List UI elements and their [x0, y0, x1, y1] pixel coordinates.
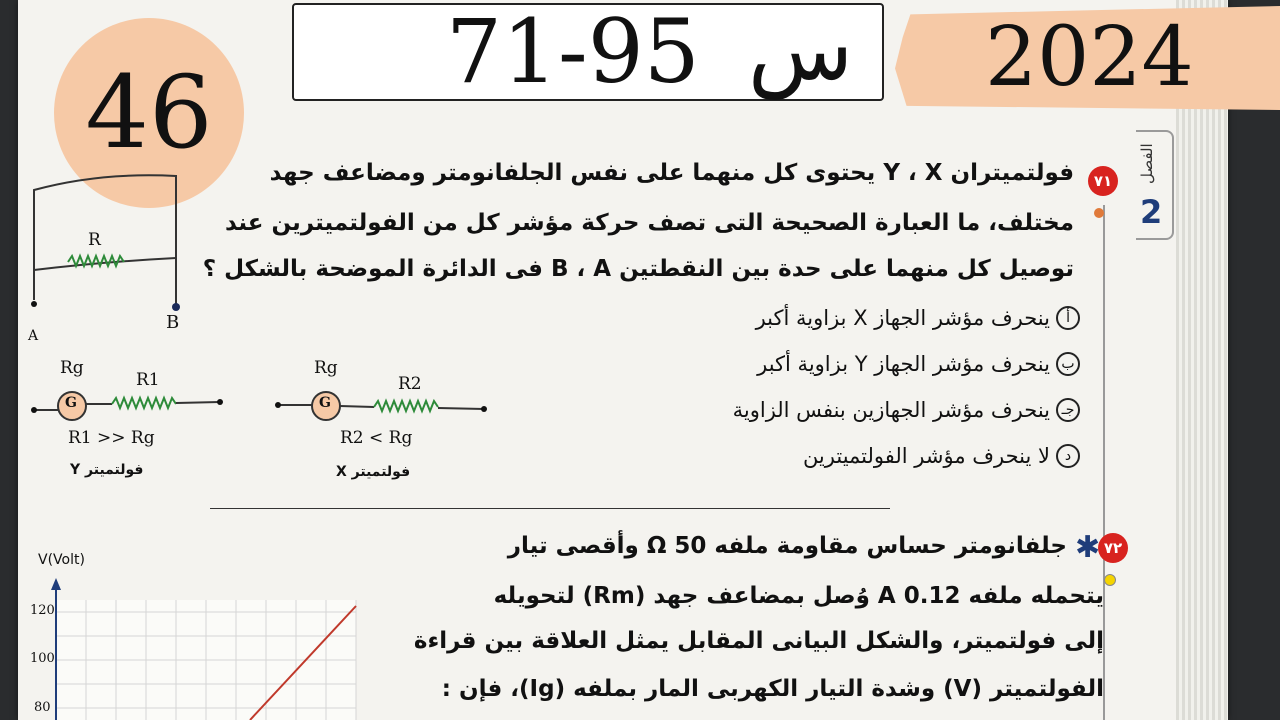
- option-letter: ب: [1056, 352, 1080, 376]
- option-text: لا ينحرف مؤشر الفولتميترين: [802, 444, 1050, 468]
- voltmeter-x-rg: Rg: [314, 358, 338, 378]
- voltmeter-y-r1: R1: [136, 370, 160, 390]
- voltmeter-y-rg: Rg: [60, 358, 84, 378]
- graph-area: [51, 578, 356, 720]
- q72-line-4: الفولتميتر (V) وشدة التيار الكهربى المار بملفه (Ig)، فإن :: [441, 676, 1104, 702]
- voltmeter-x-g: G: [319, 395, 331, 411]
- option-letter: جـ: [1056, 398, 1080, 422]
- point-a-dot: [31, 301, 37, 307]
- q72-line-2: يتحمله ملفه A 0.12 وُصل بمضاعف جهد (Rm) لتحويله: [493, 583, 1104, 609]
- voltmeter-x-r2: R2: [398, 374, 422, 394]
- q72-line-3: إلى فولتميتر، والشكل البيانى المقابل يمثل العلاقة بين قراءة: [413, 628, 1104, 654]
- q71-line-3: توصيل كل منهما على حدة بين النقطتين B ، A فى الدائرة الموضحة بالشكل ؟: [202, 256, 1074, 282]
- voltmeter-x-relation: R2 < Rg: [340, 428, 413, 448]
- point-b-dot: [172, 303, 180, 311]
- graph-tick-80: 80: [34, 700, 51, 715]
- option-letter: د: [1056, 444, 1080, 468]
- option-text: ينحرف مؤشر الجهاز Y بزاوية أكبر: [757, 352, 1050, 376]
- question-71-badge: ٧١: [1088, 166, 1118, 196]
- voltmeter-y-circuit: [34, 392, 220, 420]
- point-a-label: A: [28, 328, 39, 344]
- section-divider: [210, 508, 890, 509]
- graph-y-arrow: [51, 578, 61, 590]
- question-range: 71-95: [446, 0, 700, 103]
- chapter-tab-label: الفصل: [1138, 143, 1156, 184]
- question-72-dot: [1104, 574, 1116, 586]
- voltmeter-x-caption: فولتميتر X: [336, 464, 411, 480]
- q71-line-2: مختلف، ما العبارة الصحيحة التى تصف حركة مؤشر كل من الفولتميترين عند: [225, 210, 1074, 236]
- page-number-badge: 46: [54, 18, 244, 208]
- chapter-tab-number: 2: [1140, 193, 1163, 231]
- voltmeter-x-circuit: [278, 392, 484, 420]
- main-circuit: [34, 175, 176, 305]
- year-label: 2024: [985, 10, 1194, 105]
- graph-tick-120: 120: [30, 603, 55, 618]
- resistor-r-label: R: [88, 230, 101, 250]
- question-72-badge: ٧٢: [1098, 533, 1128, 563]
- voltmeter-y-g: G: [65, 395, 77, 411]
- q71-line-1: فولتميتران Y ، X يحتوى كل منهما على نفس الجلفانومتر ومضاعف جهد: [269, 160, 1074, 186]
- voltmeter-y-relation: R1 >> Rg: [68, 428, 155, 448]
- point-b-label: B: [166, 312, 180, 333]
- graph-tick-100: 100: [30, 651, 55, 666]
- option-text: ينحرف مؤشر الجهاز X بزاوية أكبر: [755, 306, 1050, 330]
- q72-line-1: جلفانومتر حساس مقاومة ملفه Ω 50 وأقصى تيار: [507, 533, 1067, 559]
- question-letter: س: [748, 0, 853, 100]
- option-letter: أ: [1056, 306, 1080, 330]
- option-text: ينحرف مؤشر الجهازين بنفس الزاوية: [732, 398, 1050, 422]
- star-icon: ✱: [1075, 530, 1101, 565]
- voltmeter-y-caption: فولتميتر Y: [70, 462, 144, 478]
- graph-y-label: V(Volt): [38, 552, 85, 568]
